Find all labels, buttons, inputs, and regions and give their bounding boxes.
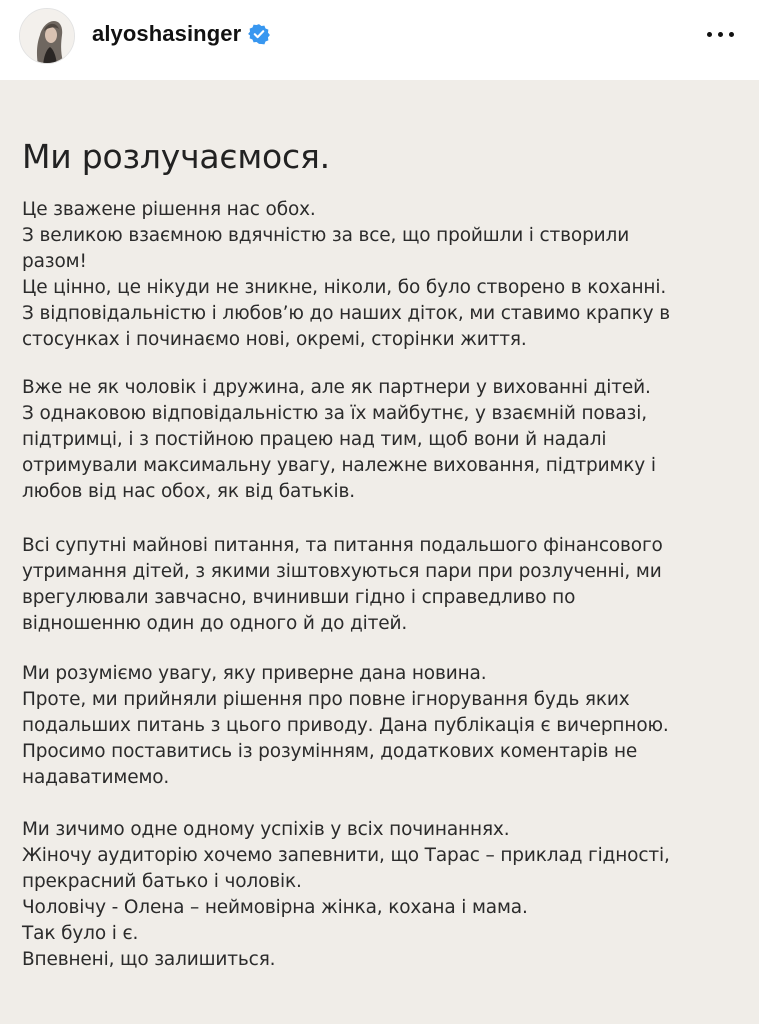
text-line: врегулювали завчасно, вчинивши гідно і справедливо по <box>22 587 576 608</box>
post-header <box>0 0 759 80</box>
text-line: відношенню один до одного й до дітей. <box>22 613 408 634</box>
text-line: З однаковою відповідальністю за їх майбутнє, у взаємній повазі, <box>22 403 647 424</box>
text-line: прекрасний батько і чоловік. <box>22 871 302 892</box>
text-line: разом! <box>22 251 87 272</box>
text-line: Так було і є. <box>22 923 139 944</box>
text-line: Це цінно, це нікуди не зникне, ніколи, бо було створено в коханні. <box>22 277 667 298</box>
text-line: Проте, ми прийняли рішення про повне ігнорування будь яких <box>22 689 630 710</box>
text-line: Всі супутні майнові питання, та питання подальшого фінансового <box>22 535 663 556</box>
text-line: Чоловічу - Олена – неймовірна жінка, кохана і мама. <box>22 897 528 918</box>
more-dot <box>707 32 712 37</box>
text-line: утримання дітей, з якими зіштовхуються пари при розлученні, ми <box>22 561 662 582</box>
username[interactable]: alyoshasinger <box>92 21 242 46</box>
text-line: підтримці, і з постійною працею над тим, щоб вони й надалі <box>22 429 607 450</box>
avatar[interactable] <box>19 8 75 64</box>
text-line: Ми зичимо одне одному успіхів у всіх починаннях. <box>22 819 510 840</box>
text-line: Просимо поставитись із розумінням, додаткових коментарів не <box>22 741 638 762</box>
avatar-photo <box>20 9 75 64</box>
username-row <box>92 20 270 48</box>
text-line: Жіночу аудиторію хочемо запевнити, що Тарас – приклад гідності, <box>22 845 670 866</box>
more-options-icon[interactable] <box>703 22 739 46</box>
text-line: отримували максимальну увагу, належне виховання, підтримку і <box>22 455 656 476</box>
text-line: Впевнені, що залишиться. <box>22 949 276 970</box>
text-line: З великою взаємною вдячністю за все, що пройшли і створили <box>22 225 630 246</box>
more-dot <box>729 32 734 37</box>
text-line: стосунках і починаємо нові, окремі, сторінки життя. <box>22 329 527 350</box>
verified-badge-icon <box>248 23 270 45</box>
text-line: Вже не як чоловік і дружина, але як партнери у вихованні дітей. <box>22 377 651 398</box>
text-line: подальших питань з цього приводу. Дана публікація є вичерпною. <box>22 715 669 736</box>
text-line: надаватимемо. <box>22 767 170 788</box>
text-line: Ми розуміємо увагу, яку приверне дана новина. <box>22 663 487 684</box>
text-line: З відповідальністю і любов’ю до наших діток, ми ставимо крапку в <box>22 303 670 324</box>
post-title: Ми розлучаємося. <box>22 137 330 176</box>
text-line: любов від нас обох, як від батьків. <box>22 481 356 502</box>
text-line: Це зважене рішення нас обох. <box>22 199 316 220</box>
more-dot <box>718 32 723 37</box>
